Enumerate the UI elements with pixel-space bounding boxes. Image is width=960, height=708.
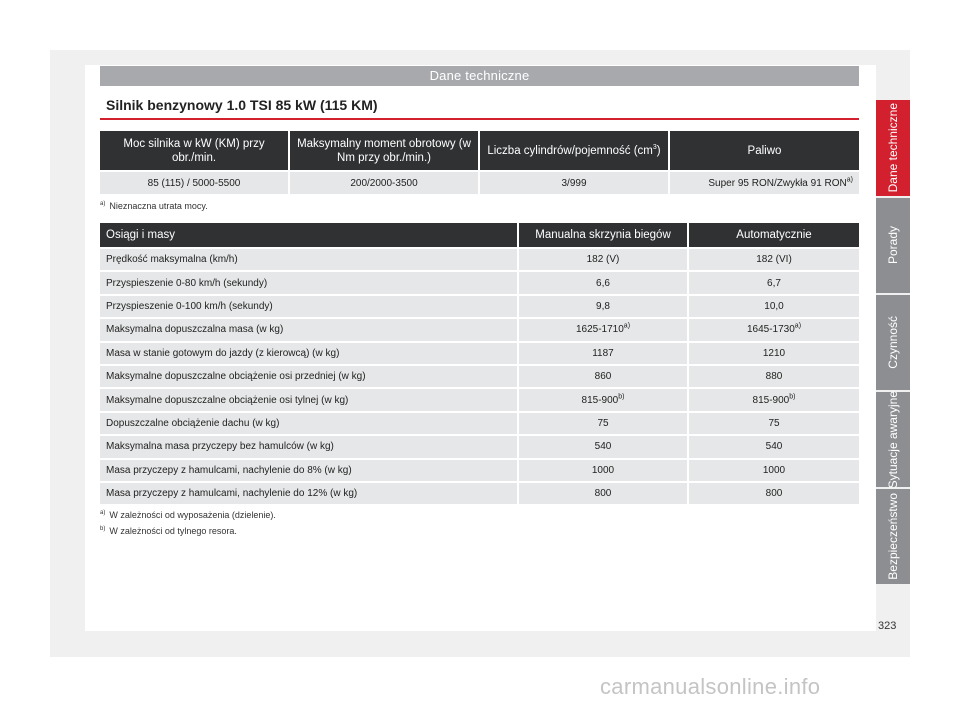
perf-row-manual: 6,6 — [519, 270, 689, 293]
title-divider — [100, 118, 859, 120]
performance-table — [100, 223, 859, 504]
perf-row-label: Prędkość maksymalna (km/h) — [100, 247, 519, 270]
table-row — [100, 247, 859, 270]
watermark: carmanualsonline.info — [600, 674, 821, 699]
perf-row-label: Przyspieszenie 0-80 km/h (sekundy) — [100, 270, 519, 293]
engine-power-value: 85 (115) / 5000-5500 — [100, 170, 290, 194]
table-row — [100, 364, 859, 387]
table-row — [100, 411, 859, 434]
perf-row-auto: 6,7 — [689, 270, 859, 293]
table-row — [100, 481, 859, 504]
perf-row-manual: 540 — [519, 434, 689, 457]
section-title: Silnik benzynowy 1.0 TSI 85 kW (115 KM) — [106, 97, 378, 113]
chapter-header: Dane techniczne — [100, 66, 859, 86]
perf-row-label: Masa przyczepy z hamulcami, nachylenie do 8% (w kg) — [100, 458, 519, 481]
table-row — [100, 170, 859, 194]
engine-torque-value: 200/2000-3500 — [290, 170, 480, 194]
perf-row-manual: 800 — [519, 481, 689, 504]
perf-row-manual: 860 — [519, 364, 689, 387]
side-tab-porady[interactable]: Porady — [876, 198, 910, 293]
perf-row-manual: 1625-1710$^{a)}$ — [519, 317, 689, 340]
side-tab-sytuacje-awaryjne[interactable]: Sytuacje awaryjne — [876, 392, 910, 487]
table-row — [100, 317, 859, 340]
perf-row-auto: 182 (VI) — [689, 247, 859, 270]
perf-header-label: Osiągi i masy — [100, 223, 519, 247]
perf-row-manual: 1000 — [519, 458, 689, 481]
side-tab-czynnosc[interactable]: Czynność — [876, 295, 910, 390]
perf-row-label: Przyspieszenie 0-100 km/h (sekundy) — [100, 294, 519, 317]
perf-row-auto: 75 — [689, 411, 859, 434]
side-tab-dane-techniczne[interactable]: Dane techniczne — [876, 100, 910, 196]
table-row — [100, 294, 859, 317]
perf-row-auto: 1210 — [689, 341, 859, 364]
perf-row-manual: 75 — [519, 411, 689, 434]
table-row — [100, 341, 859, 364]
perf-header-manual: Manualna skrzynia biegów — [519, 223, 689, 247]
perf-row-auto: 10,0 — [689, 294, 859, 317]
perf-row-label: Maksymalne dopuszczalne obciążenie osi tylnej (w kg) — [100, 387, 519, 410]
engine-fuel-value: Super 95 RON/Zwykła 91 RON$^{a)}$ — [670, 170, 859, 194]
perf-row-label: Dopuszczalne obciążenie dachu (w kg) — [100, 411, 519, 434]
perf-row-label: Masa przyczepy z hamulcami, nachylenie do 12% (w kg) — [100, 481, 519, 504]
perf-row-manual: 9,8 — [519, 294, 689, 317]
side-tab-bezpieczenstwo[interactable]: Bezpieczeństwo — [876, 489, 910, 584]
perf-footnote-b: $^{b)}$ W zależności od tylnego resora. — [100, 526, 237, 536]
page-number: 323 — [878, 620, 897, 632]
table-row — [100, 458, 859, 481]
engine-header-cylinders: Liczba cylindrów/pojemność $(cm^3)$ — [480, 131, 670, 170]
engine-header-power: Moc silnika w kW (KM) przy obr./min. — [100, 131, 290, 170]
engine-cylinders-value: 3/999 — [480, 170, 670, 194]
perf-row-auto: 1645-1730$^{a)}$ — [689, 317, 859, 340]
table-row — [100, 270, 859, 293]
perf-row-label: Maksymalne dopuszczalne obciążenie osi przedniej (w kg) — [100, 364, 519, 387]
perf-row-auto: 540 — [689, 434, 859, 457]
perf-row-manual: 182 (V) — [519, 247, 689, 270]
perf-row-manual: 1187 — [519, 341, 689, 364]
perf-header-auto: Automatycznie — [689, 223, 859, 247]
table-row — [100, 387, 859, 410]
engine-footnote: $^{a)}$ Nieznaczna utrata mocy. — [100, 201, 208, 211]
engine-header-fuel: Paliwo — [670, 131, 859, 170]
perf-row-auto: 880 — [689, 364, 859, 387]
perf-row-label: Maksymalna dopuszczalna masa (w kg) — [100, 317, 519, 340]
engine-header-torque: Maksymalny moment obrotowy (w Nm przy obr./min.) — [290, 131, 480, 170]
perf-row-auto: 1000 — [689, 458, 859, 481]
perf-footnote-a: $^{a)}$ W zależności od wyposażenia (dzielenie). — [100, 510, 276, 520]
table-row — [100, 434, 859, 457]
perf-row-manual: 815-900$^{b)}$ — [519, 387, 689, 410]
perf-row-auto: 815-900$^{b)}$ — [689, 387, 859, 410]
perf-row-auto: 800 — [689, 481, 859, 504]
perf-row-label: Masa w stanie gotowym do jazdy (z kierowcą) (w kg) — [100, 341, 519, 364]
perf-row-label: Maksymalna masa przyczepy bez hamulców (w kg) — [100, 434, 519, 457]
engine-table — [100, 131, 859, 194]
